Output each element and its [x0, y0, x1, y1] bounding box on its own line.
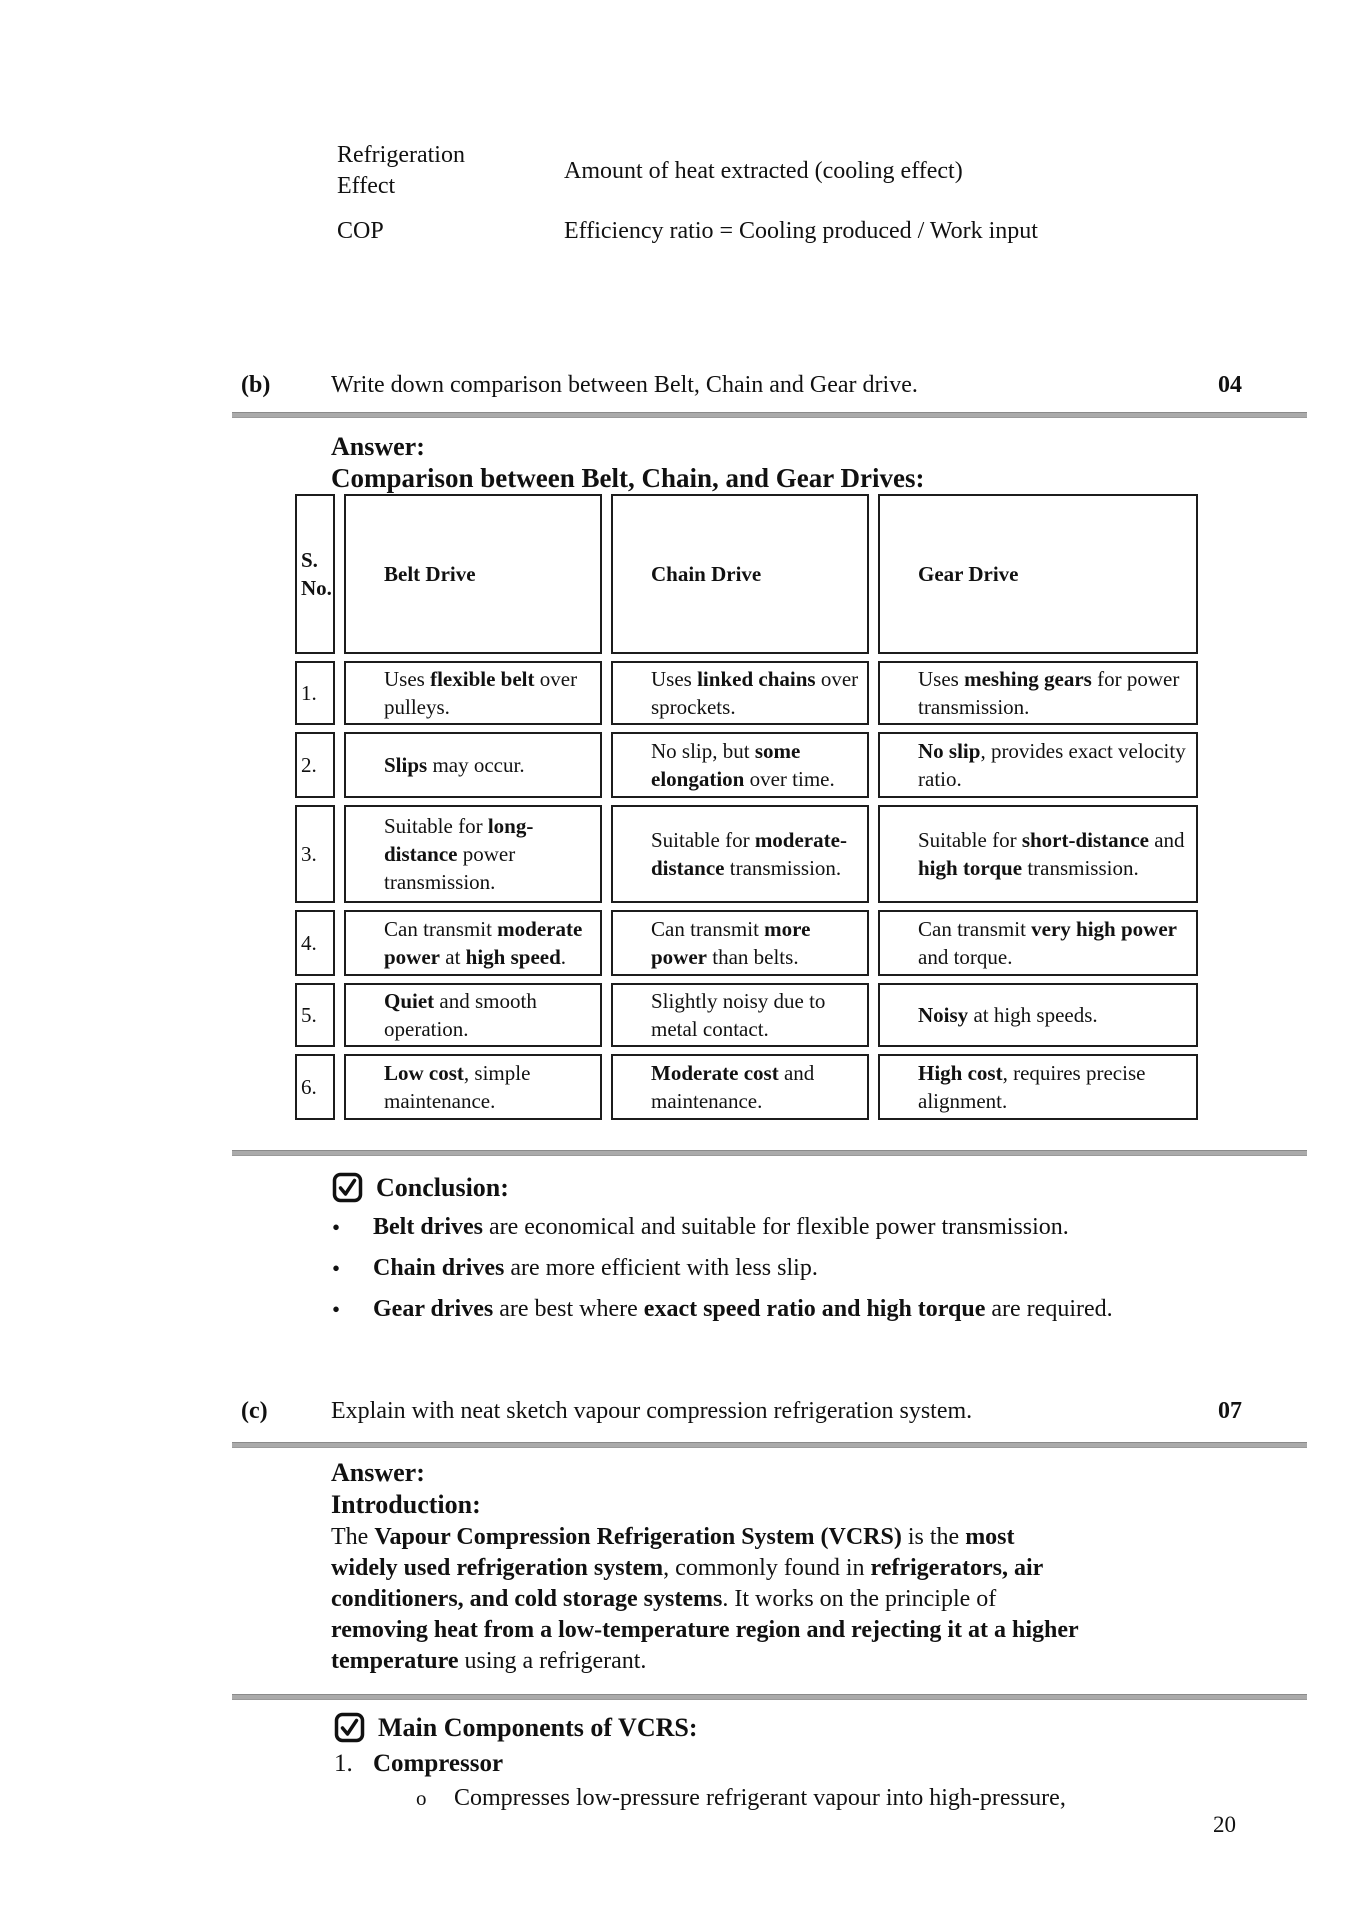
table-cell-belt: Can transmit moderate power at high speed. — [344, 910, 602, 976]
table-header-cell: S. No. — [295, 494, 335, 654]
table-header-cell: Belt Drive — [344, 494, 602, 654]
paragraph-line: temperature using a refrigerant. — [331, 1648, 647, 1674]
component-list-item — [334, 1749, 1066, 1779]
divider — [232, 1150, 1307, 1156]
table-cell-gear: Can transmit very high power and torque. — [878, 910, 1198, 976]
question-b-marks: 04 — [1218, 372, 1242, 398]
components-heading: Main Components of VCRS: — [378, 1712, 698, 1742]
definition-description: Amount of heat extracted (cooling effect) — [564, 157, 963, 184]
table-row-number-cell: 1. — [295, 661, 335, 725]
table-header-cell: Chain Drive — [611, 494, 869, 654]
list-number: 1. — [334, 1750, 353, 1777]
question-c-text: Explain with neat sketch vapour compression refrigeration system. — [331, 1398, 973, 1424]
conclusion-bullet-text: Gear drives are best where exact speed ratio and high torque are required. — [373, 1296, 1113, 1322]
circle-bullet-icon: o — [416, 1786, 427, 1810]
paragraph-line: conditioners, and cold storage systems. It works on the principle of — [331, 1586, 997, 1612]
divider — [232, 1442, 1307, 1448]
answer-label-c: Answer: — [331, 1458, 425, 1487]
table-cell-chain: Suitable for moderate-distance transmission. — [611, 805, 869, 903]
conclusion-heading: Conclusion: — [376, 1172, 509, 1202]
definition-term: COP — [337, 218, 384, 244]
table-cell-gear: High cost, requires precise alignment. — [878, 1054, 1198, 1120]
table-row-number-cell: 3. — [295, 805, 335, 903]
question-c-label: (c) — [241, 1398, 268, 1424]
component-sub-bullet — [334, 1783, 1066, 1813]
table-cell-gear: No slip, provides exact velocity ratio. — [878, 732, 1198, 798]
question-c-marks: 07 — [1218, 1398, 1242, 1424]
conclusion-bullet — [332, 1293, 1222, 1326]
paragraph-line: widely used refrigeration system, commonly found in refrigerators, air — [331, 1555, 1044, 1581]
comparison-table — [295, 494, 1198, 1120]
introduction-heading: Introduction: — [331, 1490, 481, 1519]
table-cell-gear: Uses meshing gears for power transmission. — [878, 661, 1198, 725]
comparison-table-title: Comparison between Belt, Chain, and Gear Drives: — [331, 463, 925, 493]
components-section — [334, 1712, 1066, 1813]
table-cell-gear: Noisy at high speeds. — [878, 983, 1198, 1047]
page-number: 20 — [1213, 1812, 1236, 1837]
definition-block — [337, 140, 1124, 247]
definition-description: Efficiency ratio = Cooling produced / Work input — [564, 218, 1038, 244]
component-name: Compressor — [373, 1750, 504, 1777]
table-row-number-cell: 2. — [295, 732, 335, 798]
paragraph-line: removing heat from a low-temperature region and rejecting it at a higher — [331, 1617, 1079, 1643]
table-cell-belt: Quiet and smooth operation. — [344, 983, 602, 1047]
table-cell-chain: Moderate cost and maintenance. — [611, 1054, 869, 1120]
question-c-row — [0, 1398, 1358, 1432]
component-sub-text: Compresses low-pressure refrigerant vapour into high-pressure, — [454, 1785, 1066, 1811]
table-row-number-cell: 4. — [295, 910, 335, 976]
table-cell-gear: Suitable for short-distance and high torque transmission. — [878, 805, 1198, 903]
table-cell-chain: No slip, but some elongation over time. — [611, 732, 869, 798]
divider — [232, 1694, 1307, 1700]
bullet-icon: • — [332, 1256, 341, 1281]
bullet-icon: • — [332, 1215, 341, 1240]
conclusion-bullet-text: Chain drives are more efficient with less slip. — [373, 1255, 818, 1281]
conclusion-bullet-text: Belt drives are economical and suitable for flexible power transmission. — [373, 1214, 1069, 1240]
table-header-cell: Gear Drive — [878, 494, 1198, 654]
paragraph-line: The Vapour Compression Refrigeration System (VCRS) is the most — [331, 1524, 1015, 1550]
table-cell-belt: Slips may occur. — [344, 732, 602, 798]
divider — [232, 412, 1307, 418]
answer-label-b: Answer: — [331, 432, 425, 461]
table-cell-belt: Suitable for long-distance power transmission. — [344, 805, 602, 903]
table-cell-chain: Slightly noisy due to metal contact. — [611, 983, 869, 1047]
question-b-row — [0, 372, 1358, 406]
table-cell-chain: Uses linked chains over sprockets. — [611, 661, 869, 725]
definition-term: Refrigeration Effect — [337, 142, 465, 199]
question-b-text: Write down comparison between Belt, Chain and Gear drive. — [331, 372, 918, 398]
table-row-number-cell: 6. — [295, 1054, 335, 1120]
checkbox-icon — [334, 1712, 365, 1743]
table-row-number-cell: 5. — [295, 983, 335, 1047]
conclusion-section — [332, 1172, 1222, 1326]
checkbox-icon — [332, 1172, 363, 1203]
indent-spacer — [334, 1783, 416, 1813]
table-cell-chain: Can transmit more power than belts. — [611, 910, 869, 976]
conclusion-bullet — [332, 1252, 1222, 1285]
introduction-paragraph — [331, 1522, 1079, 1677]
table-cell-belt: Uses flexible belt over pulleys. — [344, 661, 602, 725]
components-heading-row — [334, 1712, 1066, 1743]
conclusion-heading-row — [332, 1172, 1222, 1203]
question-b-label: (b) — [241, 372, 271, 398]
table-cell-belt: Low cost, simple maintenance. — [344, 1054, 602, 1120]
bullet-icon: • — [332, 1297, 341, 1322]
conclusion-bullet — [332, 1211, 1222, 1244]
